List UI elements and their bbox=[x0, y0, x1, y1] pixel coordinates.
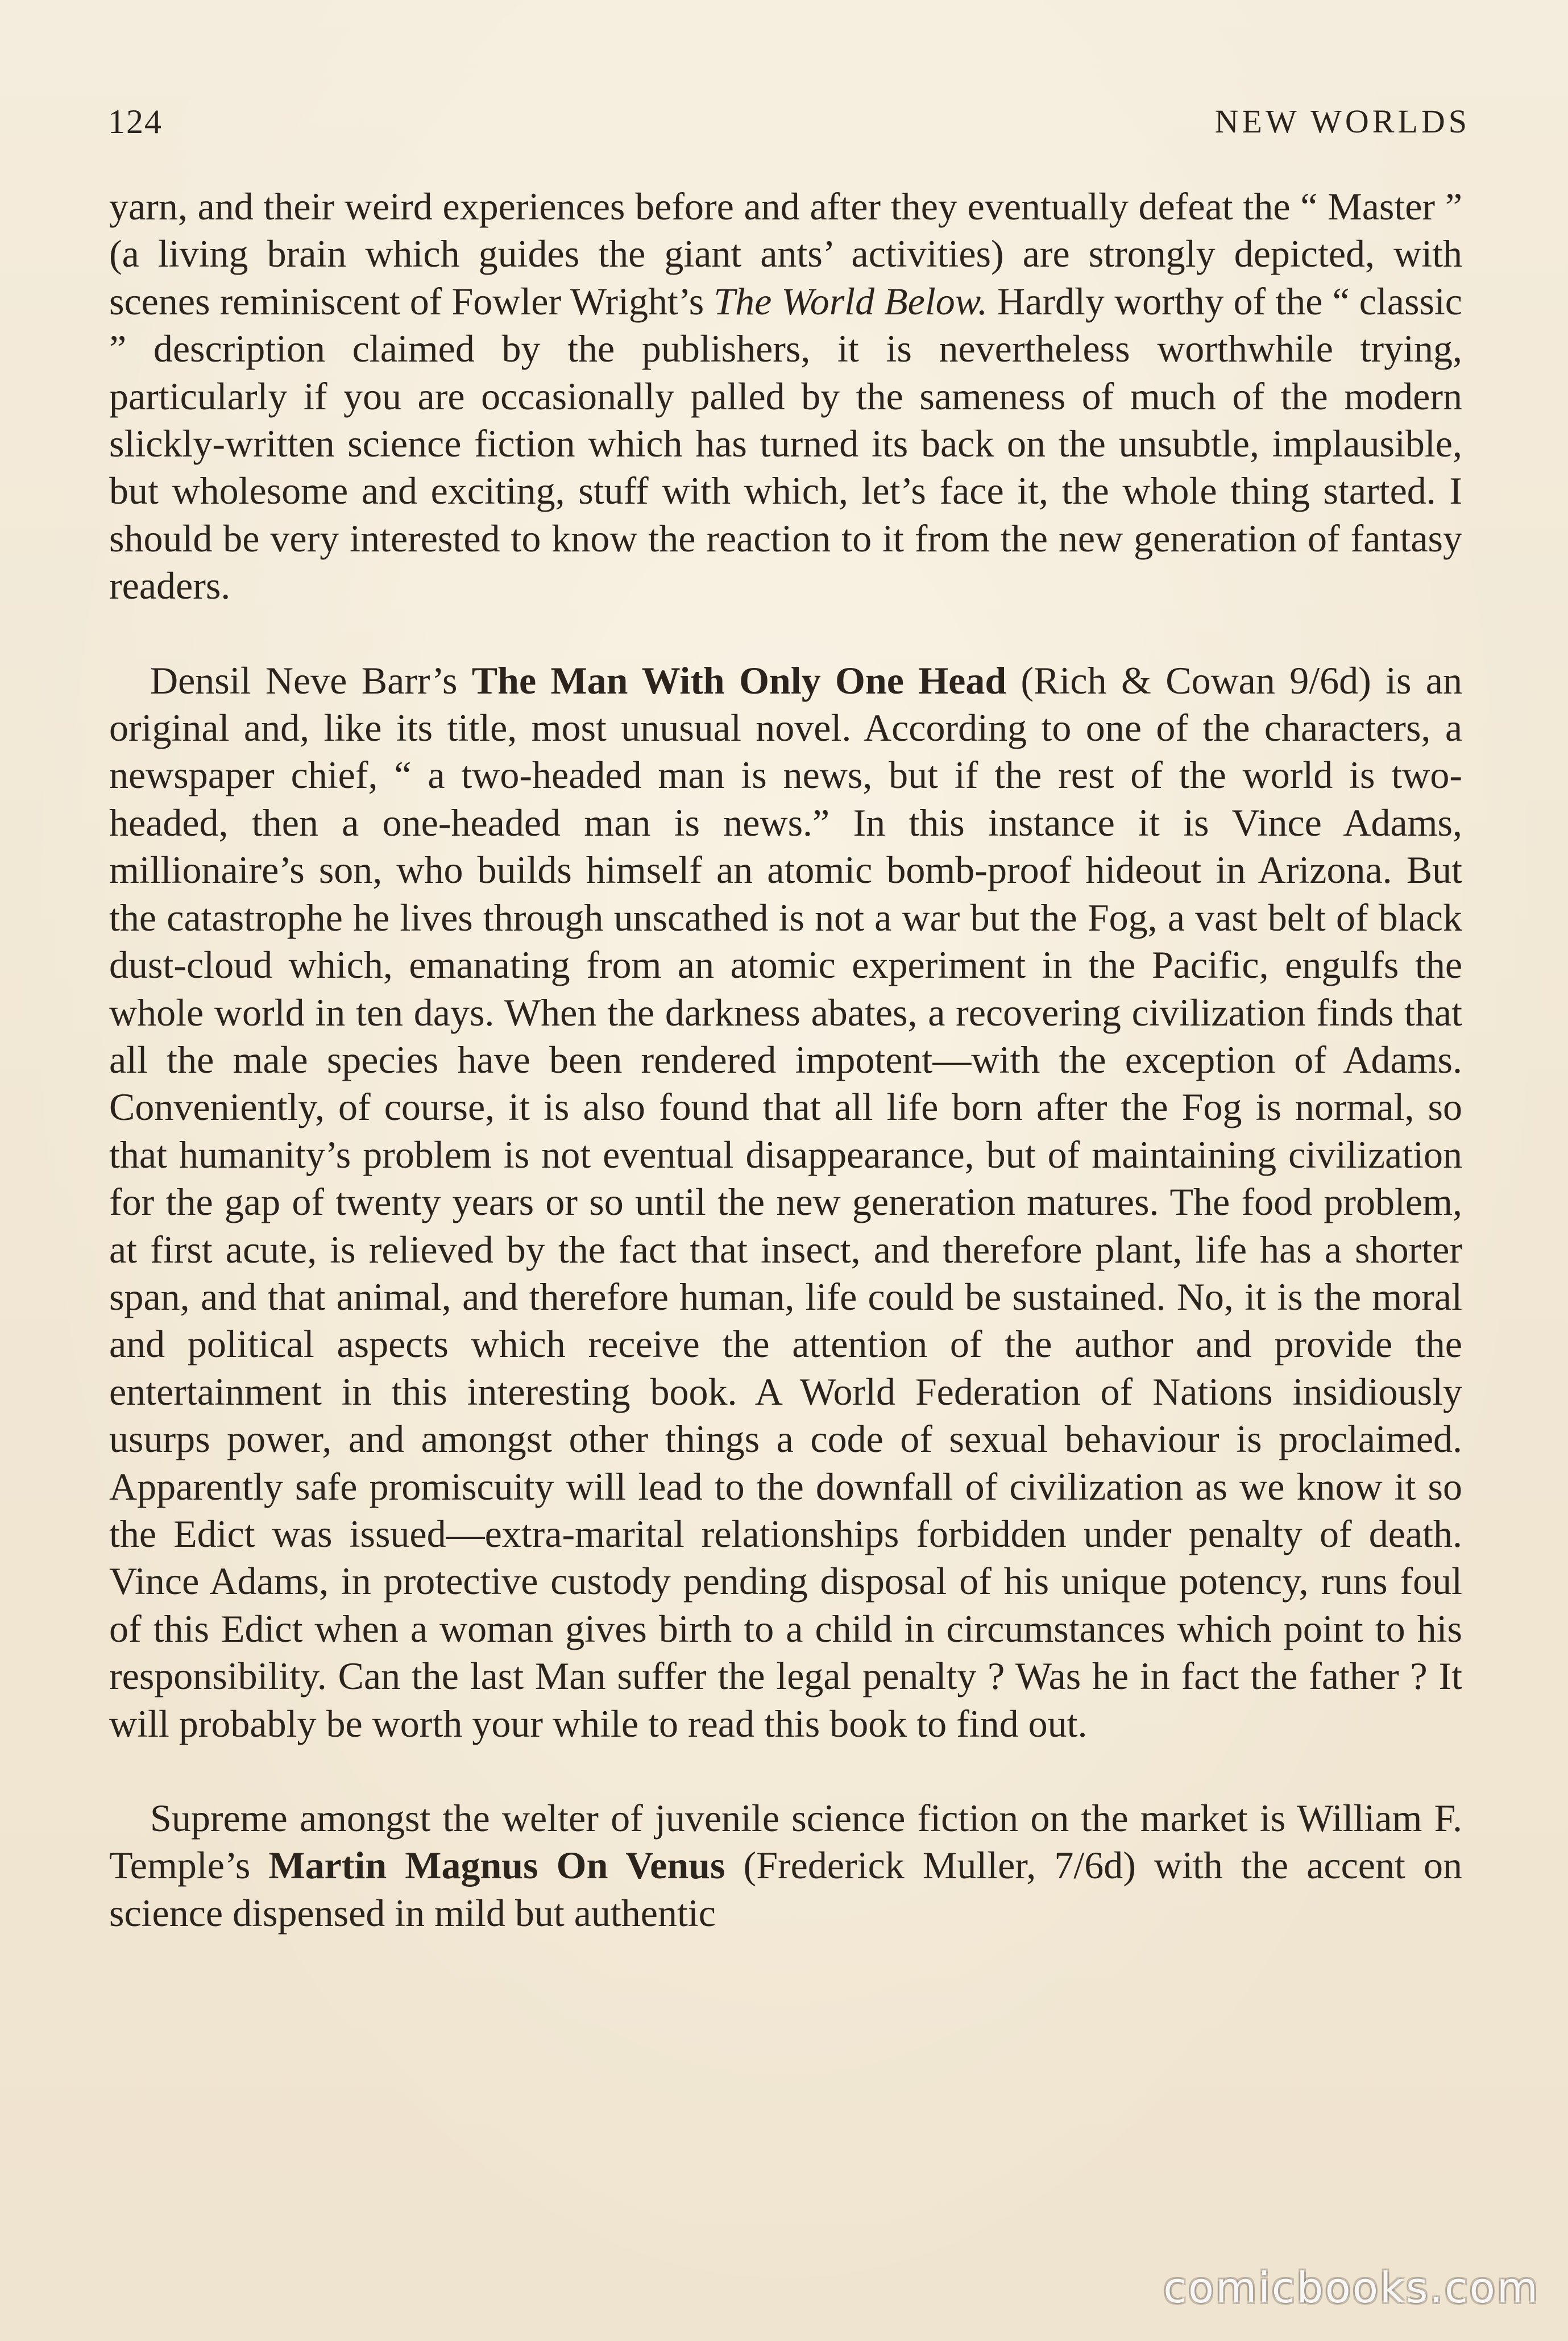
paragraph-text: (Frederick Muller, 7/6d) with the accent on science dispensed in mild but authentic bbox=[109, 1844, 1462, 1935]
book-title-world-below: The World Below. bbox=[714, 279, 988, 323]
watermark: comicbooks.com bbox=[1163, 2264, 1540, 2313]
article-body bbox=[109, 183, 1462, 1937]
paragraph-man-with-one-head bbox=[109, 657, 1462, 1748]
page-number: 124 bbox=[108, 103, 163, 140]
book-title-man-with-one-head: The Man With Only One Head bbox=[471, 658, 1007, 702]
book-title-martin-magnus: Martin Magnus On Venus bbox=[268, 1844, 725, 1887]
paragraph-text: (Rich & Cowan 9/6d) is an original and, like its title, most unusual novel. According to one of the characters, a newspaper chief, “ a two-headed man is news, but if the rest of the world is two-headed, then a one-headed man is news.” In this instance it is Vince Adams, millionaire’s son, who builds himself an atomic bomb-proof hideout in Arizona. But the catastrophe he lives through unscathed is not a war but the Fog, a vast belt of black dust-cloud which, emanating from an atomic experiment in the Pacific, engulfs the whole world in ten days. When the darkness abates, a recovering civilization finds that all the male species have been rendered impotent—with the exception of Adams. Conveniently, of course, it is also found that all life born after the Fog is normal, so that humanity’s problem is not eventual disappearance, but of maintaining civilization for the gap of twenty years or so until the new generation matures. The food problem, at first acute, is relieved by the fact that insect, and therefore plant, life has a shorter span, and that animal, and therefore human, life could be sustained. No, it is the moral and political aspects which receive the attention of the author and provide the entertainment in this interesting book. A World Federation of Nations insidiously usurps power, and amongst other things a code of sexual behaviour is proclaimed. Apparently safe promiscuity will lead to the downfall of civilization as we know it so the Edict was issued—extra-marital relationships forbidden under penalty of death. Vince Adams, in protective custody pending disposal of his unique potency, runs foul of this Edict when a woman gives birth to a child in circumstances which point to his responsibility. Can the last Man suffer the legal penalty ? Was he in fact the father ? It will probably be worth your while to read this book to find out. bbox=[109, 658, 1462, 1745]
paragraph-continuation bbox=[109, 183, 1462, 610]
page-header bbox=[108, 102, 1470, 153]
paragraph-text: Supreme amongst the welter of juvenile science fiction on the market is William F. Temple’s bbox=[109, 1796, 1462, 1887]
running-head: NEW WORLDS bbox=[1214, 103, 1470, 140]
paragraph-text: Densil Neve Barr’s bbox=[150, 658, 472, 702]
paragraph-martin-magnus bbox=[109, 1795, 1462, 1937]
paragraph-text: Hardly worthy of the “ classic ” description claimed by the publishers, it is nevertheless worthwhile trying, particularly if you are occasionally palled by the sameness of much of the modern slickly-written science fiction which has turned its back on the unsubtle, implausible, but wholesome and exciting, stuff with which, let’s face it, the whole thing started. I should be very interested to know the reaction to it from the new generation of fantasy readers. bbox=[109, 279, 1462, 608]
paragraph-text: yarn, and their weird experiences before and after they eventually defeat the “ Master ” (a living brain which guides the giant ants’ activities) are strongly depicted, with scenes reminiscent of Fowler Wright’s bbox=[109, 185, 1462, 323]
